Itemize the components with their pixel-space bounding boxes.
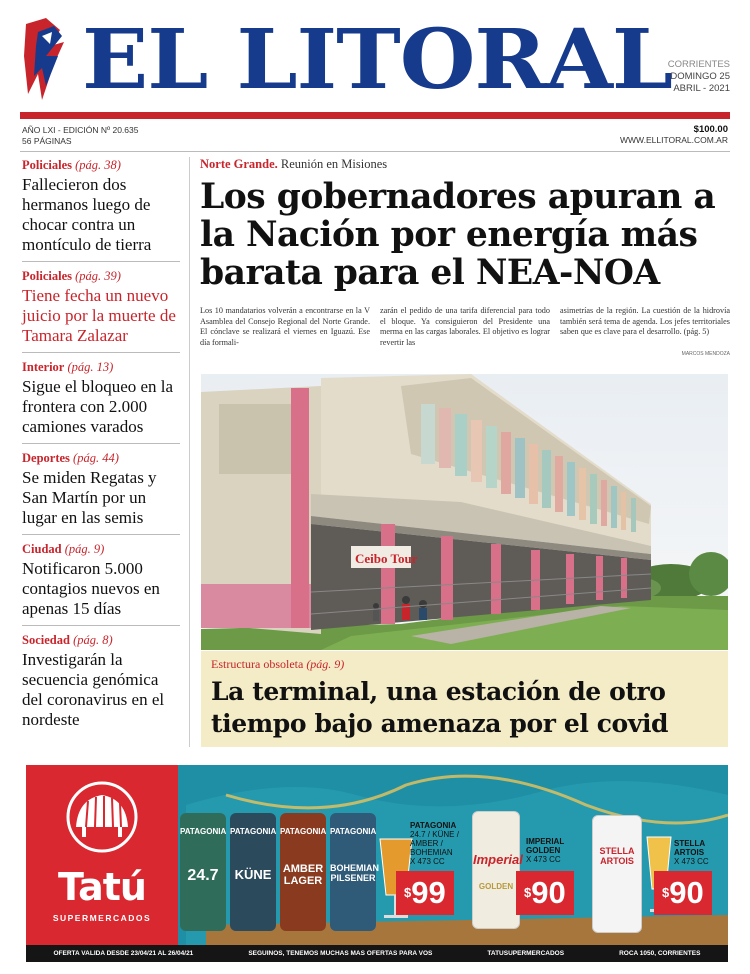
social-handle[interactable]: TATUSUPERMERCADOS [487, 950, 565, 957]
story-headline[interactable]: Tiene fecha un nuevo juicio por la muerte de Tamara Zalazar [22, 286, 176, 345]
page-count: 56 PÁGINAS [22, 136, 72, 146]
main-story [200, 157, 730, 357]
stella-label: STELLA ARTOIS X 473 CC [674, 839, 709, 866]
patagonia-label: PATAGONIA 24.7 / KÜNE / AMBER / BOHEMIAN X 473 CC [410, 821, 459, 866]
divider [20, 151, 730, 152]
sidebar-story[interactable] [22, 359, 180, 444]
price: $100.00 [693, 124, 728, 135]
tatu-subtitle: SUPERMERCADOS [52, 913, 152, 923]
masthead [20, 14, 732, 106]
main-kicker-section: Norte Grande. [200, 157, 278, 171]
city: CORRIENTES [667, 59, 730, 70]
day: DOMINGO 25 [670, 71, 730, 82]
story-section: Policiales [22, 269, 72, 283]
month-year: ABRIL - 2021 [673, 83, 730, 94]
stella-can: STELLA ARTOIS [592, 815, 642, 933]
lead-column-2: zarán el pedido de una tarifa diferencial para todo el bloque. Ya consiguieron del Presidente una merma en las cargas laborales. El objetivo es lograr revertir las [380, 306, 550, 347]
sidebar-story[interactable] [22, 157, 180, 262]
story-section: Policiales [22, 158, 72, 172]
sidebar-story[interactable] [22, 541, 180, 626]
photo-story-section: Estructura obsoleta [211, 657, 304, 671]
imperial-label: IMPERIAL GOLDEN X 473 CC [526, 837, 565, 864]
story-page: (pág. 44) [73, 451, 119, 465]
sidebar-story[interactable] [22, 268, 180, 353]
patagonia-price: $99 [396, 871, 454, 915]
story-section: Sociedad [22, 633, 70, 647]
litoral-bird-logo-icon [20, 16, 70, 108]
terminal-photo[interactable] [201, 374, 728, 650]
story-page: (pág. 38) [75, 158, 121, 172]
patagonia-amber-can: PATAGONIA AMBER LAGER [280, 813, 326, 931]
story-headline[interactable]: Notificaron 5.000 contagios nuevos en apenas 15 días [22, 559, 160, 618]
offer-dates: OFERTA VALIDA DESDE 23/04/21 AL 26/04/21 [53, 950, 194, 957]
date-box [668, 59, 730, 95]
story-headline[interactable]: Sigue el bloqueo en la frontera con 2.000 camiones varados [22, 377, 174, 436]
store-address: ROCA 1050, CORRIENTES [619, 950, 701, 957]
edition-number: AÑO LXI - EDICIÓN Nº 20.635 [22, 125, 139, 135]
story-page: (pág. 13) [67, 360, 114, 374]
armadillo-icon [26, 765, 178, 865]
main-kicker [200, 157, 730, 172]
story-headline[interactable]: Fallecieron dos hermanos luego de chocar contra un montículo de tierra [22, 175, 152, 254]
story-page: (pág. 39) [75, 269, 121, 283]
main-lead [200, 306, 730, 348]
story-headline[interactable]: Se miden Regatas y San Martín por un lugar en las semis [22, 468, 157, 527]
story-section: Interior [22, 360, 65, 374]
imperial-price: $90 [516, 871, 574, 915]
story-headline[interactable]: Investigarán la secuencia genómica del coronavirus en el nordeste [22, 650, 165, 729]
ceibo-tour-sign: Ceibo Tour [355, 551, 418, 566]
story-page: (pág. 9) [64, 542, 105, 556]
sidebar-story[interactable] [22, 450, 180, 535]
stella-price: $90 [654, 871, 712, 915]
lead-column-3: asimetrías de la región. La cuestión de la hidrovía también será tema de agenda. Los jefes territoriales saben que es clave para el desarrollo. (pág. 5) [560, 306, 730, 337]
story-page: (pág. 8) [73, 633, 113, 647]
price-info [620, 124, 728, 146]
photo-story-headline[interactable]: La terminal, una estación de otro tiempo bajo amenaza por el covid [211, 677, 669, 738]
lead-column-1: Los 10 mandatarios volverán a encontrarse en la V Asamblea del Consejo Regional del Norte Grande. El cónclave se realizará el viernes en Iguazú. Ese día formali- [200, 306, 370, 347]
tatu-logo-text: Tatú [58, 865, 146, 909]
sidebar [22, 157, 180, 742]
photo-story-page: (pág. 9) [306, 657, 345, 671]
column-divider [189, 157, 190, 747]
patagonia-kune-can: PATAGONIA KÜNE [230, 813, 276, 931]
photo-story[interactable] [201, 651, 728, 747]
imperial-can: Imperial GOLDEN [472, 811, 520, 929]
ad-footer [26, 945, 728, 962]
patagonia-247-can: PATAGONIA 24.7 [180, 813, 226, 931]
website-link[interactable]: WWW.ELLITORAL.COM.AR [620, 135, 728, 145]
tatu-advertisement[interactable] [26, 765, 728, 962]
story-section: Ciudad [22, 542, 62, 556]
main-kicker-topic: Reunión en Misiones [280, 157, 388, 171]
patagonia-bohemian-can: PATAGONIA BOHEMIAN PILSENER [330, 813, 376, 931]
main-headline[interactable]: Los gobernadores apuran a la Nación por energía más barata para el NEA-NOA [200, 177, 716, 293]
newspaper-title: EL LITORAL [82, 12, 672, 108]
photo-credit: MARCOS MENDOZA [681, 351, 730, 358]
edition-info [22, 125, 138, 147]
sidebar-story[interactable] [22, 632, 180, 736]
bus-terminal-image [201, 374, 728, 650]
story-section: Deportes [22, 451, 70, 465]
tatu-brand-panel [26, 765, 178, 945]
masthead-red-rule [20, 112, 730, 119]
social-message: SEGUINOS, TENEMOS MUCHAS MAS OFERTAS PARA VOS [248, 950, 433, 957]
